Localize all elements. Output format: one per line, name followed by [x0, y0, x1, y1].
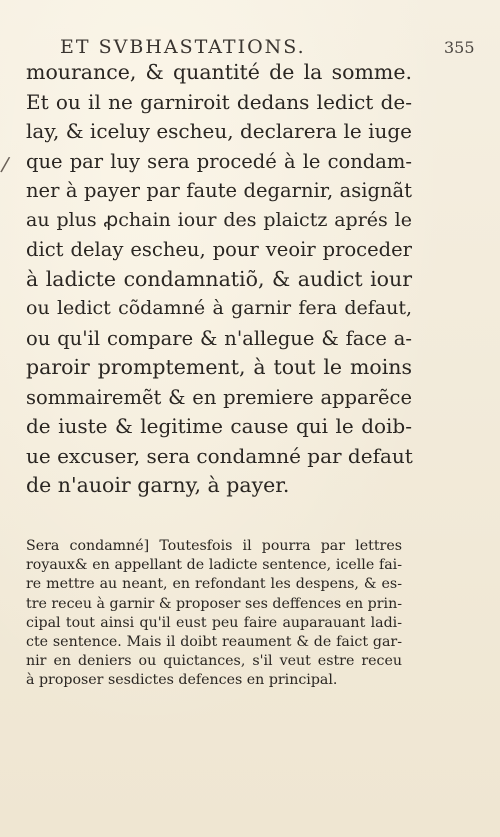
text-line: dict delay escheu, pour veoir proceder [26, 238, 412, 261]
text-line: lay, & iceluy escheu, declarera le iuge [26, 119, 412, 143]
text-line: ue excuser, sera condamné par defaut [26, 443, 413, 468]
text-line: de iuste & legitime cause qui le doib- [26, 414, 412, 438]
page-number: 355 [444, 38, 475, 57]
text-line: ou qu'il compare & n'allegue & face a- [26, 326, 412, 350]
text-line: ner à payer par faute degarnir, asignãt [26, 179, 412, 202]
text-line: paroir promptement, à tout le moins [26, 355, 412, 379]
text-line: à ladicte condamnatiõ, & audict iour [26, 266, 412, 291]
annotation-line: cte sentence. Mais il doibt reaument & de faict gar- [26, 633, 402, 650]
running-head: ET SVBHASTATIONS. [60, 36, 306, 58]
text-line: de n'auoir garny, à payer. [26, 473, 290, 497]
annotation-line: royaux& en appellant de ladicte sentence, icelle fai- [26, 557, 402, 574]
marginal-mark: / [0, 151, 12, 177]
text-line: au plus ꝓchain iour des plaictz aprés le [26, 208, 412, 231]
text-line: ou ledict cõdamné à garnir fera defaut, [26, 297, 412, 319]
annotation-block [26, 537, 402, 691]
annotation-line: nir en deniers ou quictances, s'il veut estre receu [26, 653, 402, 670]
text-line: sommairemẽt & en premiere apparẽce [26, 385, 412, 409]
main-text-block [26, 58, 412, 501]
annotation-line: à proposer sesdictes defences en principal. [26, 672, 338, 689]
text-line: que par luy sera procedé à le condam- [26, 149, 412, 173]
text-line: Et ou il ne garniroit dedans ledict de- [26, 89, 412, 114]
annotation-line: re mettre au neant, en refondant les despens, & es- [26, 576, 402, 593]
text-line: mourance, & quantité de la somme. [26, 60, 412, 84]
annotation-line: cipal tout ainsi qu'il eust peu faire auparauant ladi- [26, 614, 402, 631]
annotation-line: tre receu à garnir & proposer ses deffences en prin- [26, 595, 403, 612]
annotation-line: Sera condamné] Toutesfois il pourra par lettres [26, 538, 402, 554]
